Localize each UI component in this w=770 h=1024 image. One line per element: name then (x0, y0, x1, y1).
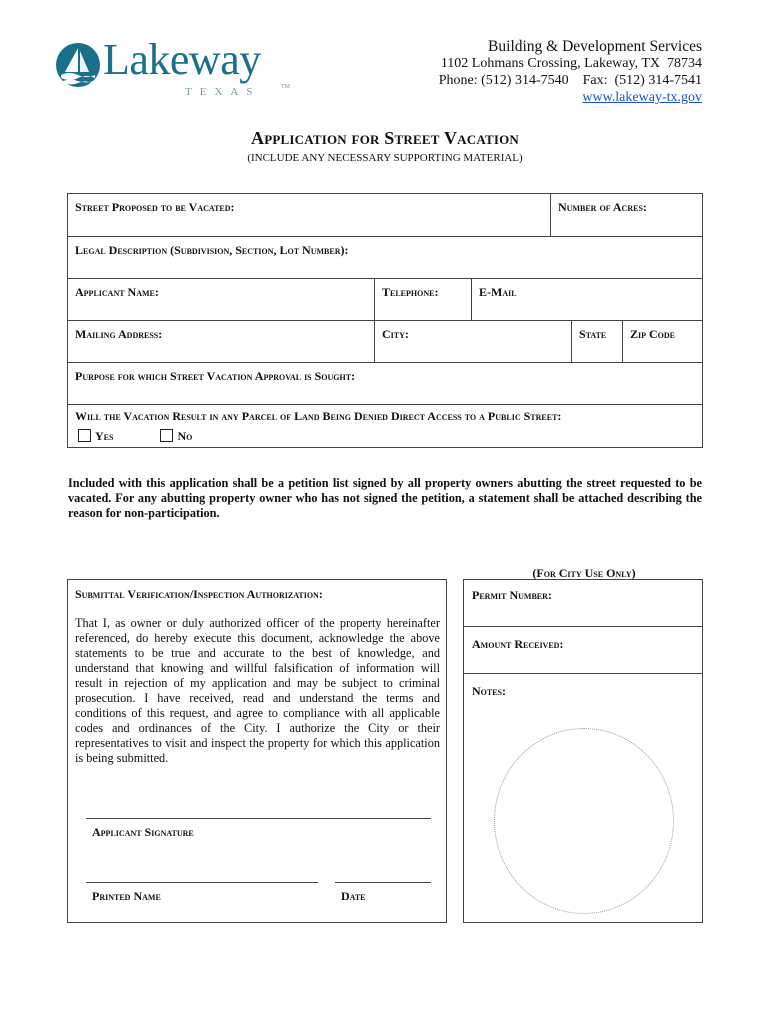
applicant-name-field[interactable] (68, 279, 374, 320)
date-line[interactable] (335, 882, 431, 883)
legal-description-label: Legal Description (Subdivision, Section, Lot Number): (75, 243, 349, 257)
lakeway-logo (55, 35, 295, 102)
phone-fax: Phone: (512) 314-7540 Fax: (512) 314-7541 (438, 73, 702, 88)
mailing-address-field[interactable] (68, 321, 374, 362)
form-row-street (68, 194, 702, 237)
legal-description-field[interactable] (68, 237, 702, 279)
submittal-header: Submittal Verification/Inspection Authorization: (75, 587, 323, 601)
telephone-field[interactable] (374, 279, 471, 320)
signature-line[interactable] (86, 818, 431, 819)
page-title: Application for Street Vacation (251, 128, 519, 148)
street-label: Street Proposed to be Vacated: (75, 200, 235, 214)
website-link[interactable]: www.lakeway-tx.gov (582, 90, 702, 105)
city-field[interactable] (374, 321, 571, 362)
city-label: City: (382, 327, 409, 341)
logo-subtitle: TEXAS (185, 86, 261, 98)
applicant-signature-label: Applicant Signature (92, 825, 194, 839)
logo-wordmark: Lakeway (103, 35, 261, 84)
date-label: Date (341, 889, 366, 903)
application-form-table (67, 193, 703, 448)
yes-checkbox[interactable] (78, 429, 91, 442)
amount-received-field[interactable] (464, 627, 702, 674)
city-use-only-label: (For City Use Only) (532, 566, 636, 580)
no-label: No (177, 429, 193, 443)
zip-code-field[interactable] (622, 321, 703, 362)
department-name: Building & Development Services (488, 38, 702, 55)
acres-field[interactable] (550, 194, 703, 236)
no-checkbox[interactable] (160, 429, 173, 442)
city-use-box (463, 579, 703, 923)
printed-name-line[interactable] (86, 882, 318, 883)
zip-code-label: Zip Code (630, 327, 676, 341)
header-address-block (439, 38, 702, 106)
sailboat-icon (55, 42, 101, 88)
notes-label: Notes: (472, 684, 507, 698)
street-address: 1102 Lohmans Crossing, Lakeway, TX 78734 (440, 56, 702, 71)
petition-notice: Included with this application shall be a petition list signed by all property owners abutting the street requested to be vacated. For any abutting property owner who has not signed the petition, a statement shall be attached describing the reason for non-participation. (68, 476, 702, 520)
applicant-name-label: Applicant Name: (75, 285, 159, 299)
acres-label: Number of Acres: (558, 200, 647, 214)
email-field[interactable] (471, 279, 703, 320)
notes-field[interactable] (464, 674, 514, 708)
street-field[interactable] (68, 194, 550, 236)
state-label: State (579, 327, 607, 341)
telephone-label: Telephone: (382, 285, 439, 299)
yes-label: Yes (95, 429, 114, 443)
logo-trademark: TM (281, 84, 290, 90)
permit-number-label: Permit Number: (472, 588, 552, 602)
submittal-body-text: That I, as owner or duly authorized officer of the property hereinafter referenced, do hereby execute this document, acknowledge the above statements to be true and accurate to the best of knowledge, and understand that knowing and willful falsification of information will result in rejection of my application and may be subject to criminal prosecution. I have received, read and understand the terms and conditions of this request, and agree to compliance with all applicable codes and ordinances of the City. I authorize the City or their representatives to visit and inspect the property for which this application is being submitted. (75, 616, 440, 765)
email-label: E-Mail (479, 285, 517, 299)
amount-received-label: Amount Received: (472, 637, 564, 651)
submittal-verification-box (67, 579, 447, 923)
purpose-label: Purpose for which Street Vacation Approval is Sought: (75, 369, 356, 383)
permit-number-field[interactable] (464, 580, 702, 627)
state-field[interactable] (571, 321, 622, 362)
mailing-address-label: Mailing Address: (75, 327, 163, 341)
form-row-applicant (68, 279, 702, 321)
printed-name-label: Printed Name (92, 889, 161, 903)
form-row-mailing (68, 321, 702, 363)
seal-placeholder-circle (494, 728, 674, 914)
page-subtitle: (INCLUDE ANY NECESSARY SUPPORTING MATERIAL) (247, 152, 523, 164)
access-question-label: Will the Vacation Result in any Parcel of Land Being Denied Direct Access to a Public Street: (75, 409, 562, 423)
access-question-row (68, 405, 702, 447)
purpose-field[interactable] (68, 363, 702, 405)
